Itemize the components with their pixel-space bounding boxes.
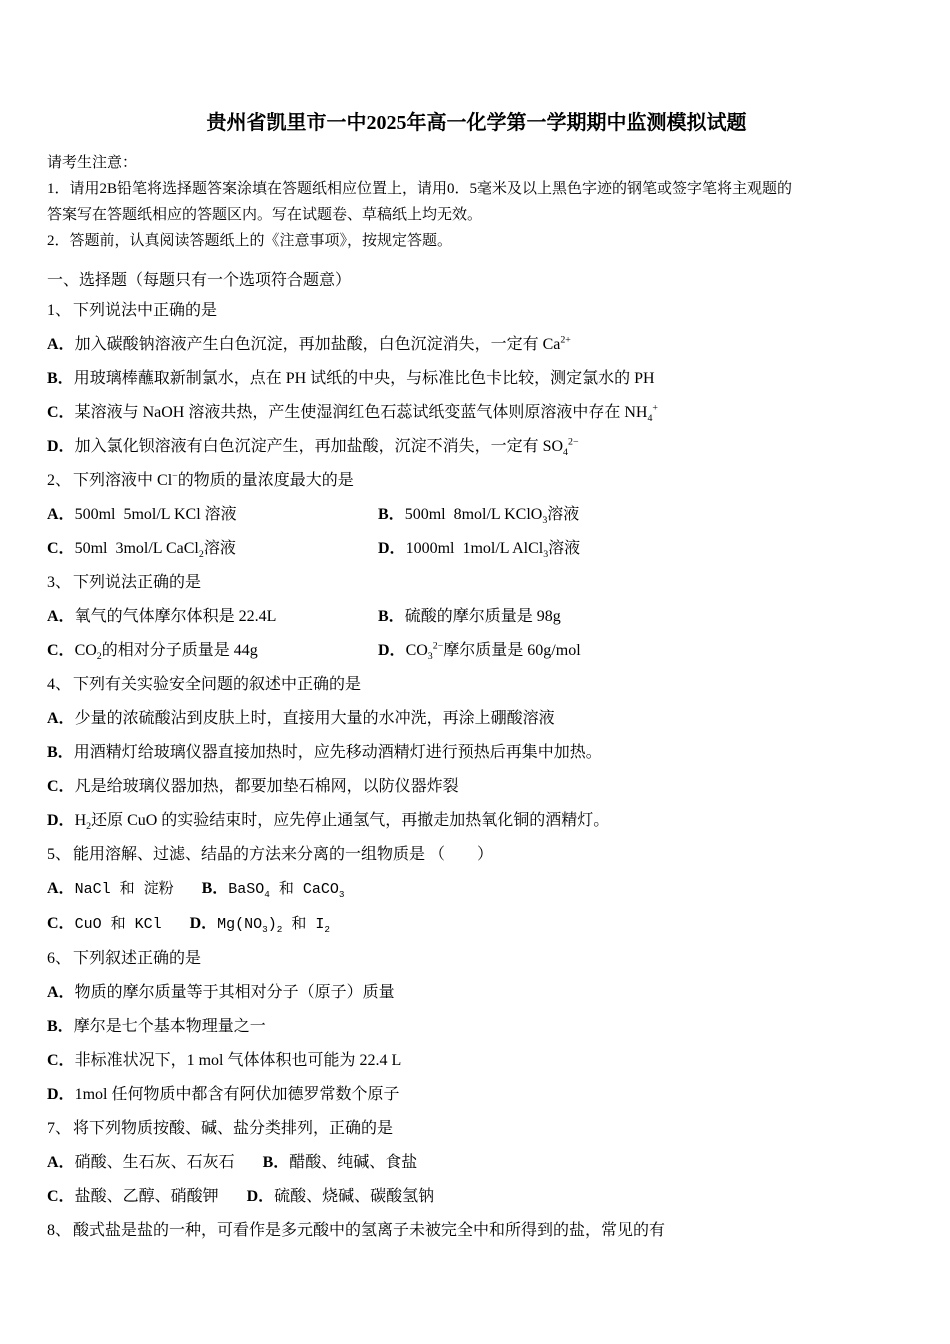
notice-line-1-cont: 答案写在答题纸相应的答题区内。写在试题卷、草稿纸上均无效。 — [47, 207, 483, 223]
option-text: NaCl 和 淀粉 — [74, 881, 174, 898]
option-line — [47, 804, 906, 838]
option-label: A． — [47, 880, 75, 897]
option-text: 少量的浓硫酸沾到皮肤上时，直接用大量的水冲洗，再涂上硼酸溶液 — [74, 710, 555, 727]
question-block-4 — [47, 668, 906, 838]
option-text: 500ml 5mol/L KCl 溶液 — [74, 506, 237, 523]
option-pair-line — [47, 907, 906, 942]
option-label: A． — [47, 1154, 75, 1171]
option-text: CuO 和 KCl — [74, 916, 162, 933]
question-stem: 将下列物质按酸、碱、盐分类排列，正确的是 — [73, 1120, 394, 1137]
option-line — [47, 634, 378, 668]
section-heading: 一、选择题（每题只有一个选项符合题意） — [47, 272, 352, 289]
question-stem: 下列说法正确的是 — [73, 574, 202, 591]
question-block-6 — [47, 942, 906, 1112]
option-text: 氧气的气体摩尔体积是 22.4L — [74, 608, 277, 625]
option-line — [47, 498, 378, 532]
option-label: B． — [47, 370, 74, 387]
question-number: 7、 — [47, 1120, 72, 1137]
option-text: BaSO$_4$ 和 CaCO$_3$ — [228, 881, 345, 900]
option-label: C． — [47, 1052, 75, 1069]
question-number: 8、 — [47, 1222, 72, 1239]
option-line — [47, 1010, 906, 1044]
option-pair-line — [47, 1180, 906, 1214]
option-label: D． — [47, 438, 75, 455]
option-text: 摩尔是七个基本物理量之一 — [73, 1018, 266, 1035]
exam-title: 贵州省凯里市一中2025年高一化学第一学期期中监测模拟试题 — [206, 112, 747, 134]
option-text: $Mg(NO_3)_2$ 和 $I_2$ — [217, 916, 330, 935]
option-line — [378, 600, 561, 634]
question-number: 2、 — [47, 472, 72, 489]
option-row — [47, 498, 906, 532]
question-block-8 — [47, 1214, 906, 1248]
option-text: 500ml 8mol/L KClO$_3$溶液 — [404, 506, 580, 527]
option-text: 1000ml 1mol/L AlCl$_3$溶液 — [405, 540, 581, 561]
option-line — [378, 532, 580, 566]
option-line — [378, 634, 581, 668]
option-line — [47, 976, 906, 1010]
option-pair-line — [47, 872, 906, 907]
option-text: 硫酸、烧碱、碳酸氢钠 — [274, 1188, 435, 1205]
option-row — [47, 600, 906, 634]
option-line — [47, 770, 906, 804]
question-stem: 下列叙述正确的是 — [73, 950, 202, 967]
question-stem: 下列有关实验安全问题的叙述中正确的是 — [73, 676, 362, 693]
option-label: D． — [189, 915, 218, 932]
question-number: 4、 — [47, 676, 72, 693]
question-stem-line — [47, 1112, 906, 1146]
option-text: 非标准状况下，1 mol 气体体积也可能为 22.4 L — [74, 1052, 402, 1069]
option-label: D． — [47, 1086, 75, 1103]
option-text: 凡是给玻璃仪器加热，都要加垫石棉网，以防仪器炸裂 — [74, 778, 459, 795]
option-label: B． — [378, 608, 405, 625]
question-stem-line — [47, 566, 906, 600]
option-label: B． — [262, 1154, 290, 1171]
option-label: A． — [47, 336, 75, 353]
option-label: A． — [47, 506, 75, 523]
question-stem-line — [47, 1214, 906, 1248]
option-text: $CO_3^{2-}$摩尔质量是 60g/mol — [405, 640, 581, 663]
option-line — [47, 362, 906, 396]
option-label: D． — [378, 642, 406, 659]
option-line — [47, 702, 906, 736]
option-text: 加入碳酸钠溶液产生白色沉淀，再加盐酸，白色沉淀消失，一定有 $Ca^{2+}$ — [74, 334, 571, 353]
question-stem-line — [47, 668, 906, 702]
option-line — [47, 396, 906, 430]
option-label: D． — [47, 812, 75, 829]
option-label: C． — [47, 642, 75, 659]
option-text: 用酒精灯给玻璃仪器直接加热时，应先移动酒精灯进行预热后再集中加热。 — [73, 744, 602, 761]
option-text: 醋酸、纯碱、食盐 — [289, 1154, 418, 1171]
question-stem: 能用溶解、过滤、结晶的方法来分离的一组物质是 （ ） — [73, 846, 494, 863]
question-stem-line — [47, 294, 906, 328]
option-row — [47, 532, 906, 566]
question-stem-line — [47, 464, 906, 498]
option-label: B． — [201, 880, 229, 897]
option-text: $H_2$还原 CuO 的实验结束时，应先停止通氢气，再撤走加热氧化铜的酒精灯。 — [74, 812, 610, 833]
question-block-5 — [47, 838, 906, 942]
option-line — [47, 532, 378, 566]
option-text: 加入氯化钡溶液有白色沉淀产生，再加盐酸，沉淀不消失，一定有 $SO_4^{2-}$ — [74, 436, 579, 459]
notice-line-1: 1．请用2B铅笔将选择题答案涂填在答题纸相应位置上，请用0．5毫米及以上黑色字迹的钢笔或签字笔将主观题的 — [47, 181, 793, 197]
option-text: 盐酸、乙醇、硝酸钾 — [74, 1188, 219, 1205]
option-row — [47, 634, 906, 668]
option-label: A． — [47, 984, 75, 1001]
option-line — [47, 1044, 906, 1078]
option-text: 硝酸、生石灰、石灰石 — [74, 1154, 235, 1171]
option-label: A． — [47, 710, 75, 727]
question-block-2 — [47, 464, 906, 566]
option-label: C． — [47, 540, 75, 557]
question-number: 3、 — [47, 574, 72, 591]
option-text: $CO_2$的相对分子质量是 44g — [74, 642, 258, 663]
question-block-1 — [47, 294, 906, 464]
option-label: B． — [378, 506, 405, 523]
option-text: 用玻璃棒蘸取新制氯水，点在 PH 试纸的中央，与标准比色卡比较，测定氯水的 PH — [73, 370, 655, 387]
option-label: C． — [47, 1188, 75, 1205]
question-number: 6、 — [47, 950, 72, 967]
question-stem: 下列说法中正确的是 — [73, 302, 218, 319]
option-line — [47, 430, 906, 464]
option-line — [47, 736, 906, 770]
notice-line-2: 2．答题前，认真阅读答题纸上的《注意事项》，按规定答题。 — [47, 233, 453, 249]
question-stem: 下列溶液中 Cl−的物质的量浓度最大的是 — [73, 470, 354, 489]
option-text: 50ml 3mol/L CaCl$_2$溶液 — [74, 540, 236, 561]
question-block-7 — [47, 1112, 906, 1214]
option-line — [47, 1078, 906, 1112]
notice-heading: 请考生注意： — [47, 155, 138, 171]
option-text: 1mol 任何物质中都含有阿伏加德罗常数个原子 — [74, 1086, 400, 1103]
option-label: B． — [47, 744, 74, 761]
question-number: 1、 — [47, 302, 72, 319]
option-label: D． — [378, 540, 406, 557]
option-line — [47, 600, 378, 634]
option-label: C． — [47, 404, 75, 421]
notice-block — [47, 150, 906, 254]
option-pair-line — [47, 1146, 906, 1180]
option-label: D． — [246, 1188, 275, 1205]
option-label: C． — [47, 778, 75, 795]
option-line — [378, 498, 579, 532]
option-text: 物质的摩尔质量等于其相对分子（原子）质量 — [74, 984, 395, 1001]
option-text: 硫酸的摩尔质量是 98g — [404, 608, 561, 625]
option-line — [47, 328, 906, 362]
question-stem-line — [47, 838, 906, 872]
option-label: B． — [47, 1018, 74, 1035]
question-stem-line — [47, 942, 906, 976]
question-number: 5、 — [47, 846, 72, 863]
option-text: 某溶液与 NaOH 溶液共热，产生使湿润红色石蕊试纸变蓝气体则原溶液中存在 $NH_4^+$ — [74, 402, 658, 425]
option-label: A． — [47, 608, 75, 625]
question-stem: 酸式盐是盐的一种，可看作是多元酸中的氢离子未被完全中和所得到的盐，常见的有 — [73, 1222, 666, 1239]
question-block-3 — [47, 566, 906, 668]
option-label: C． — [47, 915, 75, 932]
